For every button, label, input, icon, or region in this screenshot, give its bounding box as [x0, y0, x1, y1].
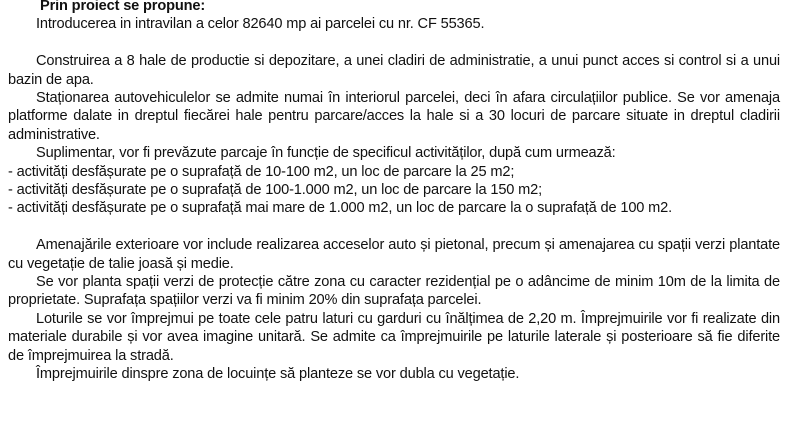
section-heading: Prin proiect se propune:	[40, 0, 206, 14]
paragraph-constructions: Construirea a 8 hale de productie si depozitare, a unei cladiri de administratie, a unui punct acces si control si a unui bazin de apa.	[8, 53, 780, 88]
list-item-parking-large: - activități desfășurate pe o suprafață mai mare de 1.000 m2, un loc de parcare la o suprafață de 100 m2.	[8, 200, 673, 217]
paragraph-exterior-works: Amenajările exterioare vor include realizarea acceselor auto și pietonal, precum și amenajarea cu spații verzi plantate cu vegetație de talie joasă și medie.	[8, 237, 780, 272]
paragraph-additional-parking: Suplimentar, vor fi prevăzute parcaje în funcție de specificul activităților, după cum urmează:	[36, 145, 616, 162]
paragraph-fencing-vegetation: Împrejmuirile dinspre zona de locuințe să planteze se vor dubla cu vegetație.	[36, 366, 520, 383]
paragraph-green-spaces: Se vor planta spații verzi de protecție către zona cu caracter rezidențial pe o adâncime de minim 10m de la limita de proprietate. Suprafața spațiilor verzi va fi minim 20% din suprafața parcelei.	[8, 274, 780, 309]
list-item-parking-medium: - activități desfășurate pe o suprafață de 100-1.000 m2, un loc de parcare la 150 m2;	[8, 182, 543, 199]
list-item-parking-small: - activități desfășurate pe o suprafață de 10-100 m2, un loc de parcare la 25 m2;	[8, 163, 515, 180]
paragraph-spacer	[8, 218, 780, 236]
paragraph-parking-rules: Staționarea autovehiculelor se admite numai în interiorul parcelei, deci în afara circulațiilor publice. Se vor amenaja platforme dalate in dreptul fiecărei hale pentru parcare/acces la hale si a 30 locuri de parcare situate in dreptul cladirii administrative.	[8, 90, 780, 143]
paragraph-fencing: Loturile se vor împrejmui pe toate cele patru laturi cu garduri cu înălțimea de 2,20 m. Împrejmuirile vor fi realizate din materiale durabile și vor avea imagine unitară. Se admite ca împrejmuirile pe laturile laterale și posterioare să fie diferite de împrejmuirea la stradă.	[8, 310, 780, 364]
paragraph-spacer	[8, 34, 780, 52]
document-body	[8, 0, 780, 384]
paragraph-intravilan: Introducerea in intravilan a celor 82640 mp ai parcelei cu nr. CF 55365.	[36, 16, 485, 33]
